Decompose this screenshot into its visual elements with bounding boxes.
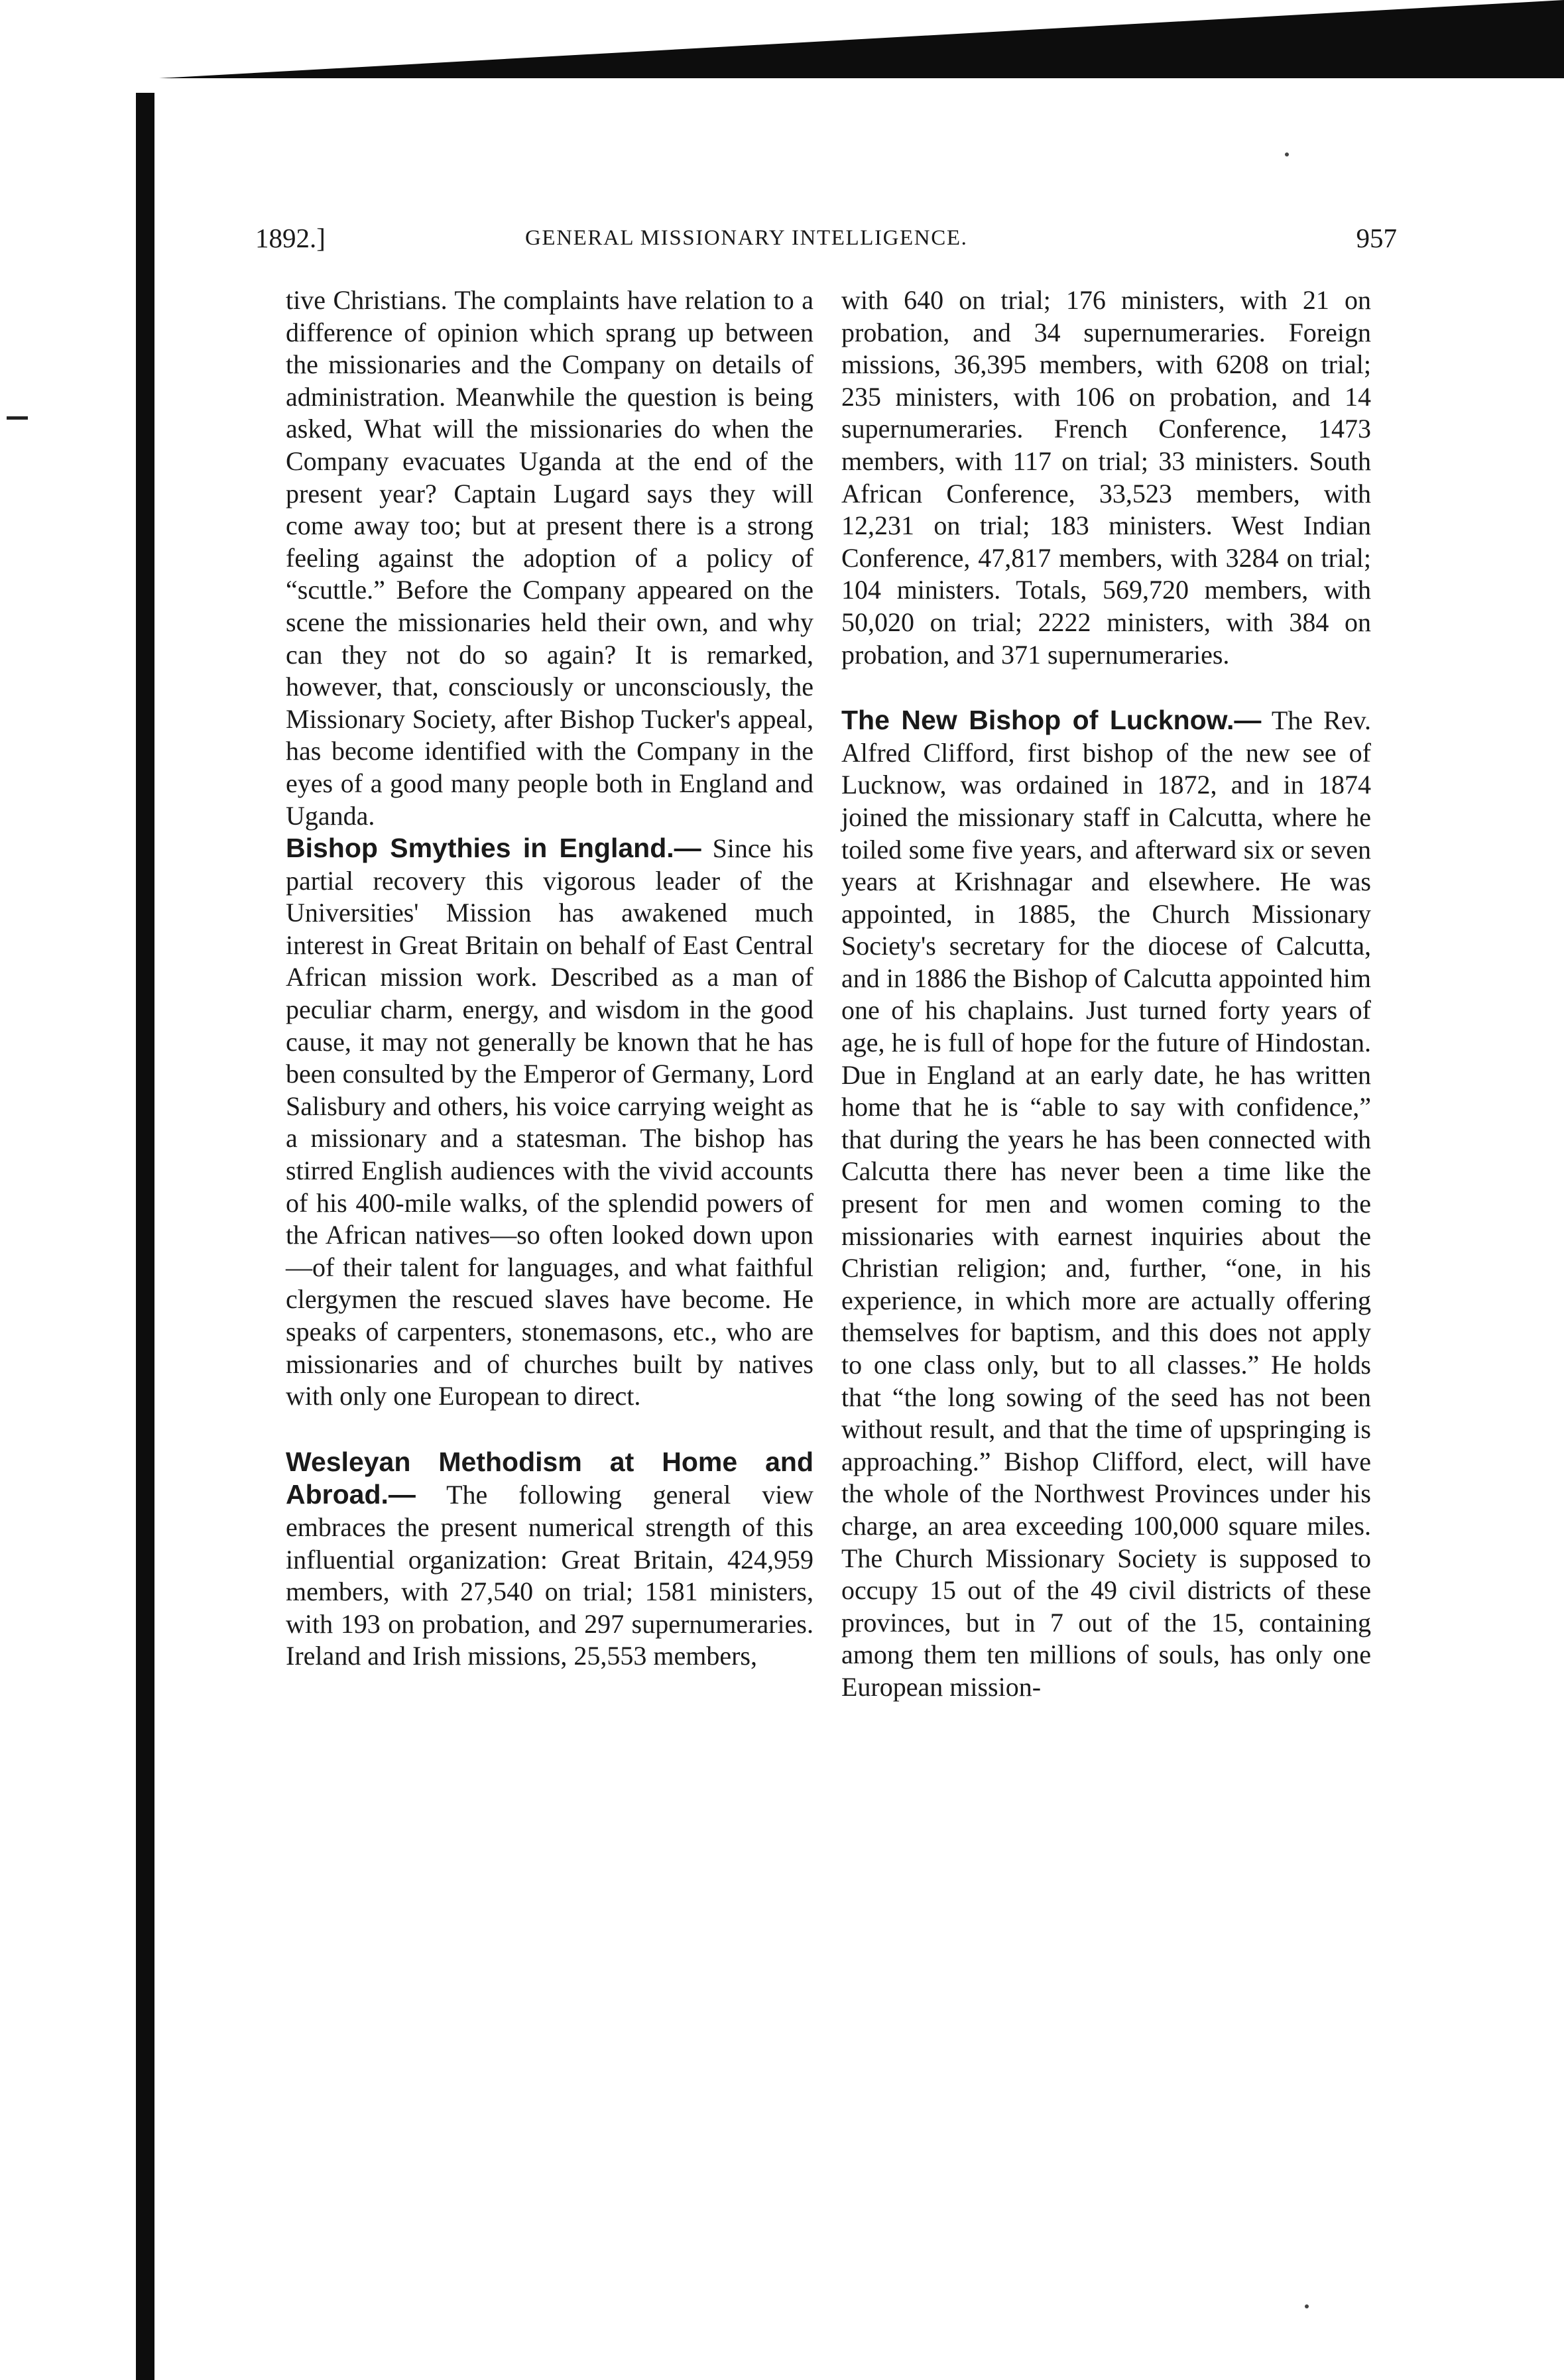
wesleyan-continued: with 640 on trial; 176 ministers, with 21 on probation, and 34 supernumeraries. Foreign missions, 36,395 members, with 6208 on trial; 235 ministers, with 106 on probation, and 14 supernumeraries. French Conference, 1473 members, with 117 on trial; 33 ministers. South African Conference, 33,523 members, with 12,231 on trial; 183 ministers. West Indian Conference, 47,817 members, with 3284 on trial; 104 ministers. Totals, 569,720 members, with 50,020 on trial; 2222 ministers, with 384 on probation, and 371 supernumeraries. [841, 285, 1371, 670]
lucknow-heading: The New Bishop of Lucknow.— [841, 705, 1262, 736]
right-column [841, 284, 1371, 1704]
wesleyan-article [286, 1446, 813, 1673]
header-year: 1892.] [255, 223, 326, 253]
page-number: 957 [1356, 223, 1397, 253]
left-column [286, 284, 813, 1673]
scan-edge-shadow-left [136, 93, 154, 2380]
lucknow-text: The Rev. Alfred Clifford, first bishop of the new see of Lucknow, was ordained in 1872, and in 1874 joined the missionary staff in Calcutta, where he toiled some five years, and afterward six or seven years at Krishnagar and elsewhere. He was appointed, in 1885, the Church Missionary Society's secretary for the diocese of Calcutta, and in 1886 the Bishop of Calcutta appointed him one of his chaplains. Just turned forty years of age, he is full of hope for the future of Hindostan. Due in England at an early date, he has written home that he is “able to say with confidence,” that during the years he has been connected with Calcutta there has never been a time like the present for men and women coming to the missionaries with earnest inquiries about the Christian religion; and, further, “one, in his experience, in which more are actually offering themselves for baptism, and this does not apply to one class only, but to all classes.” He holds that “the long sowing of the seed has not been without result, and that the time of upspringing is approaching.” Bishop Clifford, elect, will have the whole of the Northwest Provinces under his charge, an area exceeding 100,000 square miles. The Church Missionary Society is supposed to occupy 15 out of the 49 civil districts of these provinces, but in 7 out of the 15, containing among them ten millions of souls, has only one European mission- [841, 705, 1371, 1702]
intro-paragraph: tive Christians. The complaints have relation to a difference of opinion which sprang up between the missionaries and the Company on details of administration. Meanwhile the question is being asked, What will the missionaries do when the Company evacuates Uganda at the end of the present year? Captain Lugard says they will come away too; but at present there is a strong feeling against the adoption of a policy of “scuttle.” Before the Company appeared on the scene the missionaries held their own, and why can they not do so again? It is remarked, however, that, consciously or unconsciously, the Missionary Society, after Bishop Tucker's appeal, has become identified with the Company in the eyes of a good many people both in England and Uganda. [286, 285, 813, 831]
scan-dot [1285, 152, 1289, 156]
lucknow-article [841, 704, 1371, 1703]
smythies-text: Since his partial recovery this vigorous leader of the Universities' Mission has awakened much interest in Great Britain on behalf of East Central African mission work. Described as a man of peculiar charm, energy, and wisdom in the good cause, it may not generally be known that he has been consulted by the Emperor of Germany, Lord Salisbury and others, his voice carrying weight as a missionary and a statesman. The bishop has stirred English audiences with the vivid accounts of his 400-mile walks, of the splendid powers of the African natives—so often looked down upon—of their talent for languages, and what faithful clergymen the rescued slaves have become. He speaks of carpenters, stonemasons, etc., who are missionaries and of churches built by natives with only one European to direct. [286, 833, 814, 1411]
scan-dot [1305, 2304, 1309, 2308]
scan-edge-shadow-top [159, 0, 1564, 78]
wesleyan-text: The following general view embraces the present numerical strength of this influential organization: Great Britain, 424,959 members, with 27,540 on trial; 1581 ministers, with 193 on probation, and 297 supernumeraries. Ireland and Irish missions, 25,553 members, [286, 1480, 813, 1671]
scan-mark [7, 416, 28, 420]
wesleyan-heading: Wesleyan Methodism at Home and Abroad.— [286, 1446, 813, 1510]
smythies-heading: Bishop Smythies in England.— [286, 833, 701, 864]
running-header [255, 221, 1397, 255]
header-title: GENERAL MISSIONARY INTELLIGENCE. [525, 226, 968, 250]
smythies-article [286, 832, 813, 1413]
